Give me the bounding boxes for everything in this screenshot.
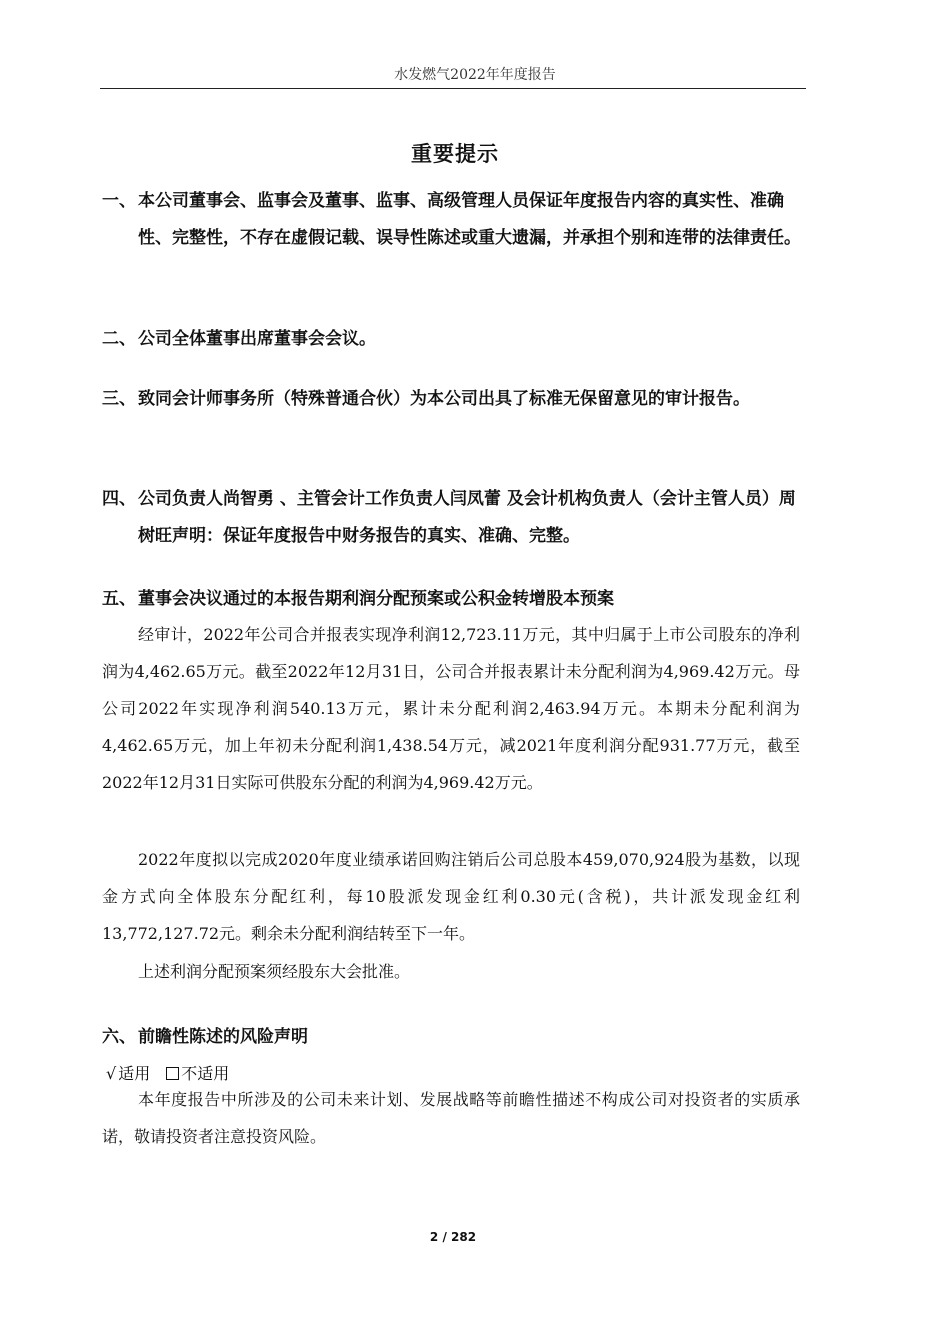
section-text: 董事会决议通过的本报告期利润分配预案或公积金转增股本预案: [138, 589, 614, 609]
section-text: 前瞻性陈述的风险声明: [138, 1027, 308, 1047]
running-header: 水发燃气2022年年度报告: [394, 67, 556, 83]
check-mark-icon: √: [106, 1064, 117, 1083]
approval-paragraph: 上述利润分配预案须经股东大会批准。: [138, 962, 411, 981]
empty-checkbox-icon: [166, 1067, 179, 1080]
section-4: [102, 481, 812, 555]
section-text: 致同会计师事务所（特殊普通合伙）为本公司出具了标准无保留意见的审计报告。: [138, 389, 750, 409]
not-applicable-label: 不适用: [181, 1064, 230, 1083]
section-5: [102, 584, 812, 614]
section-number: 六、: [102, 1027, 136, 1047]
section-1: [102, 183, 812, 257]
profit-summary-paragraph: 经审计，2022年公司合并报表实现净利润12,723.11万元，其中归属于上市公司股东的净利润为4,462.65万元。截至2022年12月31日，公司合并报表累计未分配利润为4,969.42万元。母公司2022年实现净利润540.13万元，累计未分配利润2,463.94万元。本期未分配利润为4,462.65万元，加上年初未分配利润1,438.54万元，减2021年度利润分配931.77万元，截至2022年12月31日实际可供股东分配的利润为4,969.42万元。: [102, 625, 800, 792]
section-number: 三、: [102, 389, 136, 409]
section-text: 公司负责人尚智勇 、主管会计工作负责人闫凤蕾 及会计机构负责人（会计主管人员）周树旺声明：保证年度报告中财务报告的真实、准确、完整。: [138, 489, 796, 546]
section-number: 五、: [102, 589, 136, 609]
page-number: 2 / 282: [429, 1230, 477, 1244]
section-3: [102, 381, 812, 418]
section-text: 公司全体董事出席董事会会议。: [138, 329, 376, 349]
dividend-plan-paragraph: 2022年度拟以完成2020年度业绩承诺回购注销后公司总股本459,070,924股为基数，以现金方式向全体股东分配红利，每10股派发现金红利0.30元(含税)，共计派发现金红利13,772,127.72元。剩余未分配利润结转至下一年。: [102, 850, 800, 943]
section-number: 四、: [102, 489, 136, 509]
section-number: 二、: [102, 329, 136, 349]
section-6: [102, 1022, 812, 1052]
page-title: 重要提示: [411, 142, 499, 166]
header-divider: [100, 88, 806, 89]
section-2: [102, 321, 812, 358]
section-number: 一、: [102, 191, 136, 211]
section-text: 本公司董事会、监事会及董事、监事、高级管理人员保证年度报告内容的真实性、准确性、完整性，不存在虚假记载、误导性陈述或重大遗漏，并承担个别和连带的法律责任。: [138, 191, 801, 248]
applicable-label: 适用: [118, 1064, 151, 1083]
risk-statement-paragraph: 本年度报告中所涉及的公司未来计划、发展战略等前瞻性描述不构成公司对投资者的实质承诺，敬请投资者注意投资风险。: [102, 1090, 800, 1146]
